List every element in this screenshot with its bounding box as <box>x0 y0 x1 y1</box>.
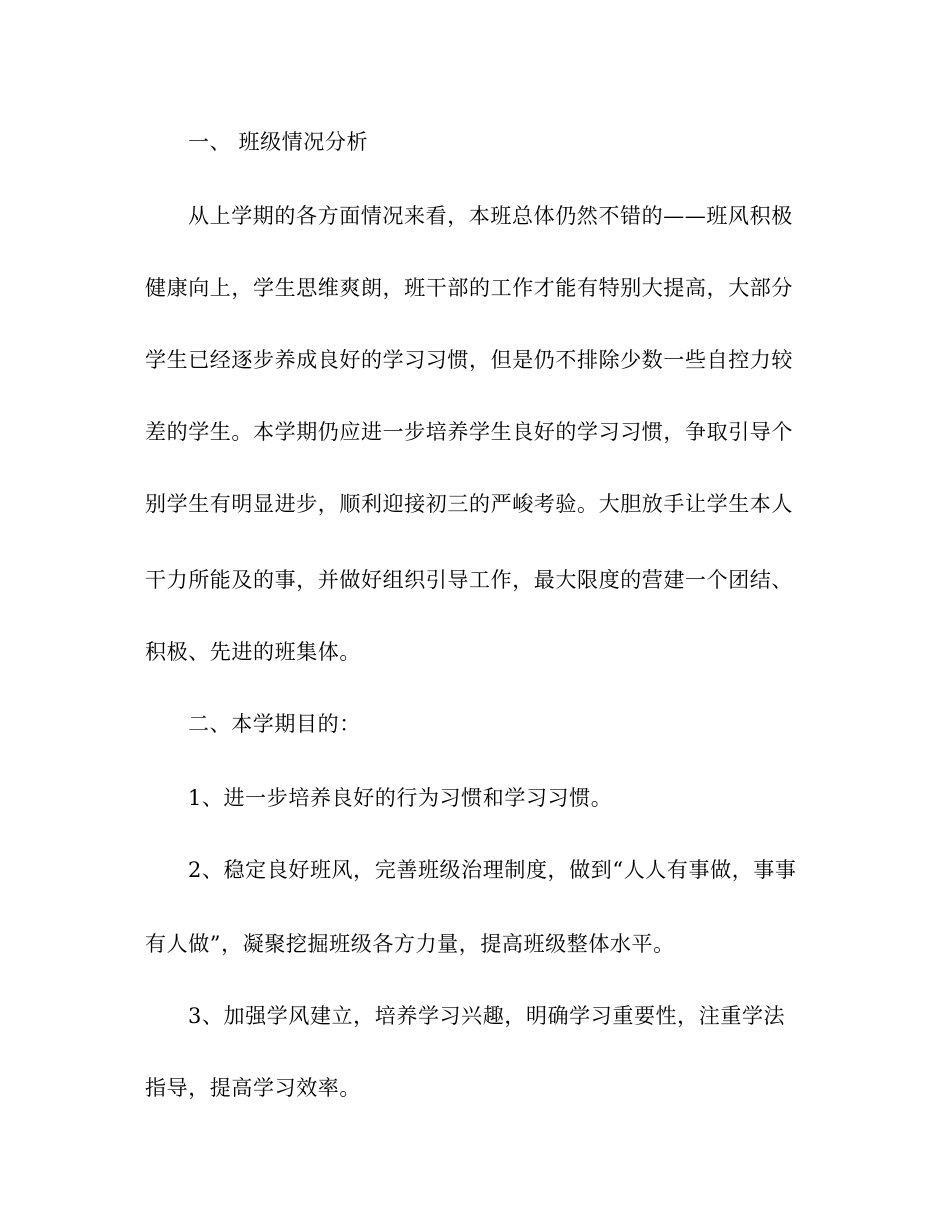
paragraph-line: 差的学生。本学期仍应进一步培养学生良好的学习习惯，争取引导个 <box>145 420 793 444</box>
section-heading-semester-goals: 二、本学期目的： <box>188 712 361 736</box>
paragraph-line: 学生已经逐步养成良好的学习习惯，但是仍不排除少数一些自控力较 <box>145 348 793 372</box>
paragraph-line: 别学生有明显进步，顺利迎接初三的严峻考验。大胆放手让学生本人 <box>145 492 793 516</box>
paragraph-line: 干力所能及的事，并做好组织引导工作，最大限度的营建一个团结、 <box>145 568 793 592</box>
goal-line: 有人做”，凝聚挖掘班级各方力量，提高班级整体水平。 <box>145 932 675 956</box>
goal-line: 指导，提高学习效率。 <box>145 1076 361 1100</box>
section-heading-class-analysis: 一、 班级情况分析 <box>188 130 369 154</box>
goal-line: 3、加强学风建立，培养学习兴趣，明确学习重要性，注重学法 <box>188 1004 786 1028</box>
paragraph-line: 从上学期的各方面情况来看，本班总体仍然不错的——班风积极 <box>188 204 793 228</box>
goal-line: 1、进一步培养良好的行为习惯和学习习惯。 <box>188 786 613 810</box>
paragraph-line: 健康向上，学生思维爽朗，班干部的工作才能有特别大提高，大部分 <box>145 276 793 300</box>
goal-line: 2、稳定良好班风，完善班级治理制度，做到“人人有事做，事事 <box>188 858 797 882</box>
paragraph-line: 积极、先进的班集体。 <box>145 640 361 664</box>
